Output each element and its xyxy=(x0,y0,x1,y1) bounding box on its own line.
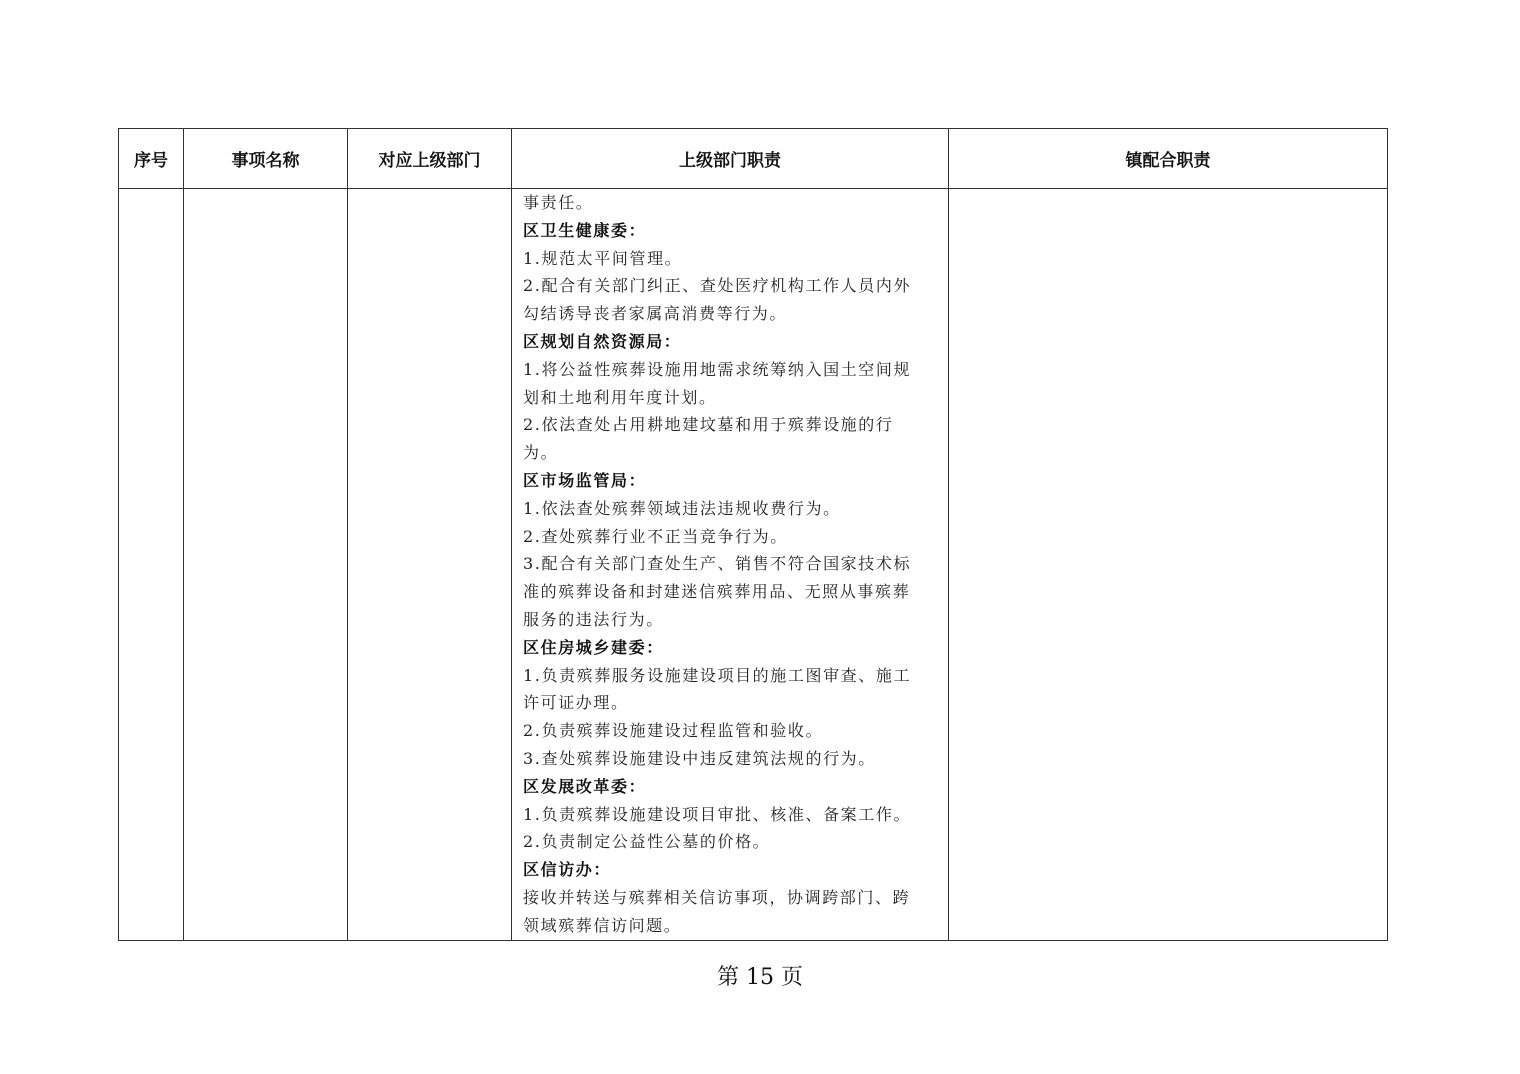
duty-line: 服务的违法行为。 xyxy=(523,609,664,629)
header-seq: 序号 xyxy=(119,129,184,189)
duty-line: 1.负责殡葬服务设施建设项目的施工图审查、施工 xyxy=(523,665,912,685)
duty-line: 事责任。 xyxy=(523,193,594,212)
superior-duties-list xyxy=(523,189,938,940)
duty-line: 3.查处殡葬设施建设中违反建筑法规的行为。 xyxy=(523,748,876,768)
page-number: 第 15 页 xyxy=(717,965,803,990)
duty-line: 1.负责殡葬设施建设项目审批、核准、备案工作。 xyxy=(523,804,912,824)
header-superior-dept: 对应上级部门 xyxy=(348,129,512,189)
department-heading: 区市场监管局： xyxy=(523,470,647,490)
header-superior-duties: 上级部门职责 xyxy=(512,129,949,189)
cell-seq xyxy=(119,189,184,941)
cell-superior-duties xyxy=(512,189,949,941)
table-header-row xyxy=(119,129,1388,189)
department-heading: 区卫生健康委： xyxy=(523,220,647,240)
table-row xyxy=(119,189,1388,941)
duty-line: 2.依法查处占用耕地建坟墓和用于殡葬设施的行 xyxy=(523,415,894,435)
duty-line: 1.规范太平间管理。 xyxy=(523,248,683,268)
duty-line: 2.负责制定公益性公墓的价格。 xyxy=(523,832,771,852)
duty-line: 许可证办理。 xyxy=(523,693,629,713)
duty-line: 1.将公益性殡葬设施用地需求统筹纳入国土空间规 xyxy=(523,359,912,379)
department-heading: 区信访办： xyxy=(523,860,612,880)
department-heading: 区住房城乡建委： xyxy=(523,637,664,657)
duty-line: 准的殡葬设备和封建迷信殡葬用品、无照从事殡葬 xyxy=(523,582,911,602)
header-item-name: 事项名称 xyxy=(184,129,348,189)
duties-table xyxy=(118,128,1388,941)
department-heading: 区规划自然资源局： xyxy=(523,331,682,351)
duty-line: 勾结诱导丧者家属高消费等行为。 xyxy=(523,304,788,324)
duty-line: 划和土地利用年度计划。 xyxy=(523,387,717,407)
duty-line: 领域殡葬信访问题。 xyxy=(523,915,682,935)
duty-line: 2.配合有关部门纠正、查处医疗机构工作人员内外 xyxy=(523,276,912,296)
header-town-duties: 镇配合职责 xyxy=(949,129,1388,189)
cell-superior-dept xyxy=(348,189,512,941)
duty-line: 接收并转送与殡葬相关信访事项，协调跨部门、跨 xyxy=(523,887,911,907)
department-heading: 区发展改革委： xyxy=(523,776,647,796)
duty-line: 1.依法查处殡葬领域违法违规收费行为。 xyxy=(523,498,841,518)
duty-line: 2.负责殡葬设施建设过程监管和验收。 xyxy=(523,721,824,741)
duty-line: 为。 xyxy=(523,443,559,463)
duty-line: 2.查处殡葬行业不正当竞争行为。 xyxy=(523,526,788,546)
cell-item-name xyxy=(184,189,348,941)
duty-line: 3.配合有关部门查处生产、销售不符合国家技术标 xyxy=(523,554,912,574)
cell-town-duties xyxy=(949,189,1388,941)
